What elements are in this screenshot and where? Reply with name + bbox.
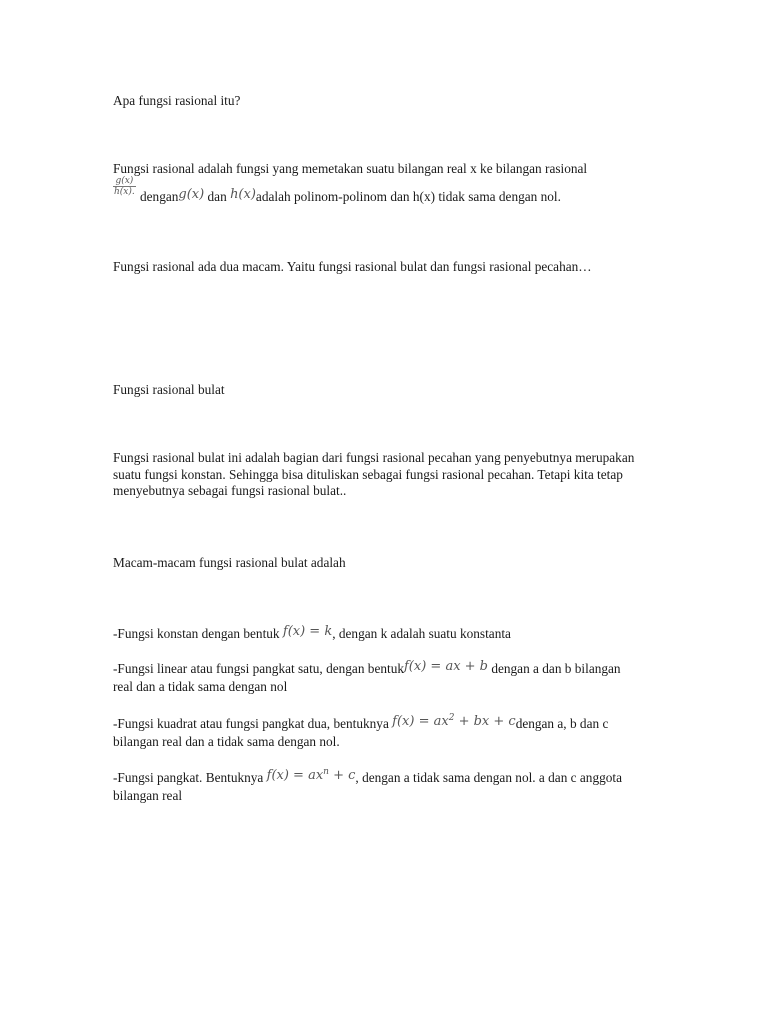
text-dengan: dengan — [140, 189, 179, 204]
math-h-of-x: h(x) — [230, 187, 256, 202]
linear-text-pre: -Fungsi linear atau fungsi pangkat satu, dengan bentuk — [113, 661, 404, 676]
math-quadratic — [392, 714, 516, 729]
item-fungsi-linear — [113, 661, 638, 695]
fraction-g-over-h — [113, 176, 136, 197]
linear-text-post: dengan a dan b bilangan real dan a tidak sama dengan nol — [113, 661, 621, 694]
bulat-paragraph: Fungsi rasional bulat ini adalah bagian dari fungsi rasional pecahan yang penyebutnya merupakan suatu fungsi konstan. Sehingga bisa dituliskan sebagai fungsi rasional pecahan. Tetapi kita tetap menyebutnya sebagai fungsi rasional bulat.. — [113, 450, 635, 498]
item-fungsi-kuadrat — [113, 713, 638, 750]
konstan-text-pre: -Fungsi konstan dengan bentuk — [113, 626, 283, 641]
kuadrat-text-post: dengan a, b dan c bilangan real dan a tidak sama dengan nol. — [113, 716, 609, 749]
text-dan: dan — [204, 189, 231, 204]
fraction-numerator: g(x) — [113, 176, 136, 187]
bulat-heading: Fungsi rasional bulat — [113, 382, 225, 397]
kuadrat-text-pre: -Fungsi kuadrat atau fungsi pangkat dua, bentuknya — [113, 716, 393, 731]
macam-heading: Macam-macam fungsi rasional bulat adalah — [113, 555, 346, 570]
pangkat-text-pre: -Fungsi pangkat. Bentuknya — [113, 770, 267, 785]
text-definition-rest: adalah polinom-polinom dan h(x) tidak sama dengan nol. — [255, 189, 561, 204]
item-fungsi-konstan — [113, 626, 673, 644]
question-title: Apa fungsi rasional itu? — [113, 93, 241, 108]
definition-line-2 — [140, 189, 700, 207]
definition-line-1: Fungsi rasional adalah fungsi yang memetakan suatu bilangan real x ke bilangan rasional — [113, 161, 588, 176]
power-part-b: + c — [328, 768, 356, 783]
math-g-of-x: g(x) — [178, 187, 205, 202]
math-f-equals-ax-plus-b: f(x) = ax + b — [404, 659, 489, 674]
power-part-a: f(x) = ax — [266, 768, 324, 783]
power-exponent: n — [323, 767, 329, 777]
pangkat-text-post: , dengan a tidak sama dengan nol. a dan c anggota bilangan real — [113, 770, 623, 803]
math-f-equals-k: f(x) = k — [282, 624, 333, 639]
math-power-function — [267, 768, 356, 783]
types-intro-paragraph: Fungsi rasional ada dua macam. Yaitu fungsi rasional bulat dan fungsi rasional pecahan… — [113, 259, 592, 274]
quadratic-part-b: + bx + c — [454, 714, 516, 729]
item-fungsi-pangkat — [113, 767, 643, 804]
quadratic-exponent: 2 — [448, 713, 455, 723]
konstan-text-post: , dengan k adalah suatu konstanta — [332, 626, 511, 641]
fraction-denominator: h(x). — [114, 187, 135, 197]
quadratic-part-a: f(x) = ax — [392, 714, 449, 729]
